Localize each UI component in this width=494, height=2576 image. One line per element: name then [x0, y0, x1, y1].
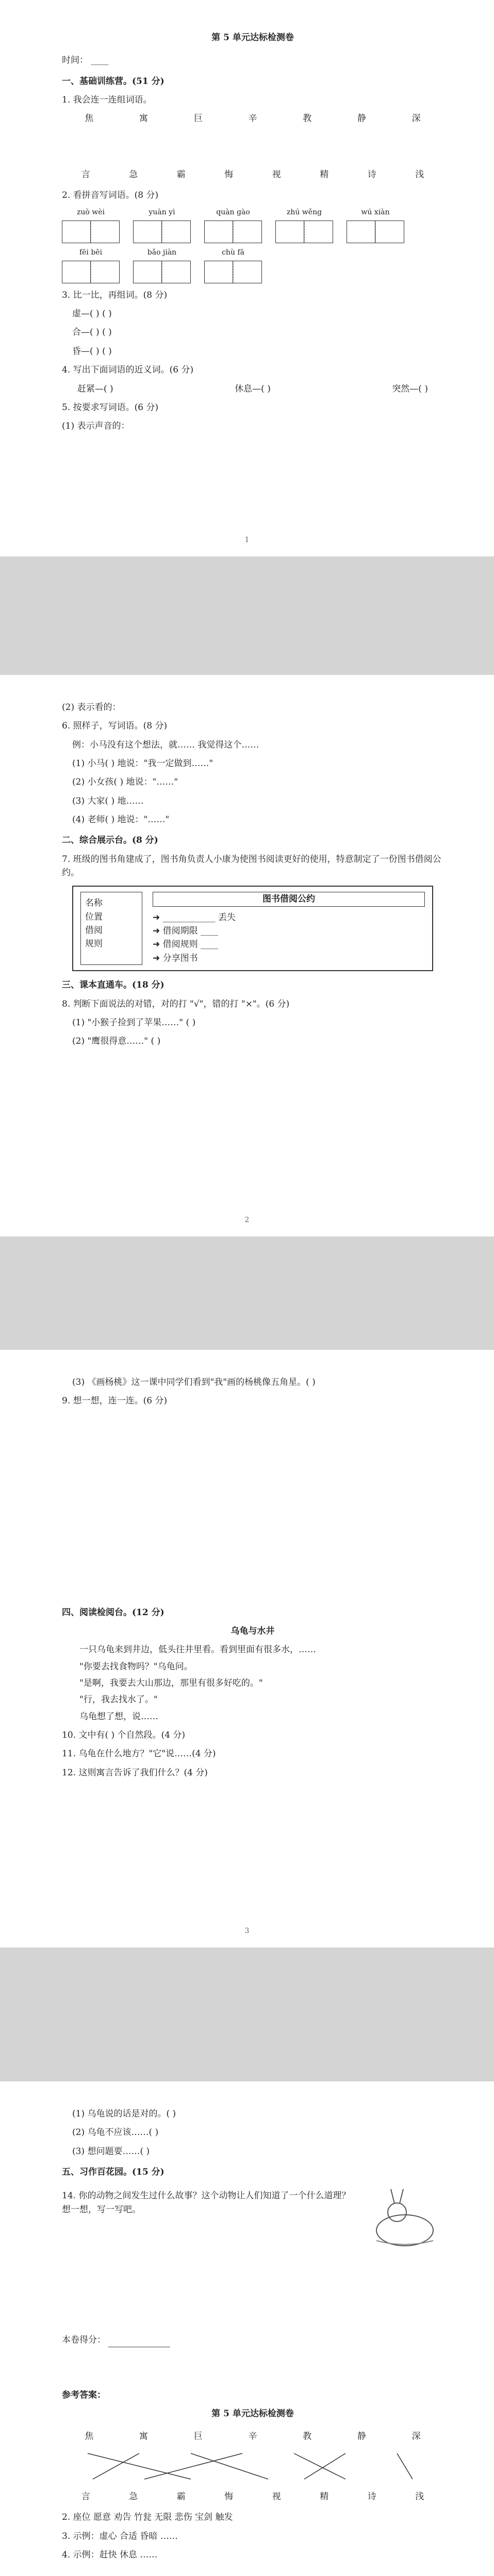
q4-row	[77, 382, 428, 396]
q3: 3. 比一比，再组词。(8 分)	[62, 290, 168, 300]
q12: 12. 这则寓言告诉了我们什么？(4 分)	[62, 1767, 208, 1778]
answer-link-lines	[62, 2451, 443, 2482]
ans-top-5: 静	[357, 2431, 366, 2442]
q1-top-1: 寓	[139, 113, 149, 124]
ans-top-0: 焦	[85, 2431, 94, 2442]
ans-bottom-7: 浅	[415, 2492, 424, 2502]
score-row	[62, 2333, 443, 2347]
q9-space[interactable]	[62, 1413, 443, 1599]
page-number: 3	[244, 1927, 250, 1935]
q6: 6. 照样子，写词语。(8 分)	[62, 721, 168, 732]
pinyin-cell[interactable]: bǎo jiàn	[133, 247, 191, 283]
ans-top-4: 教	[303, 2431, 312, 2442]
score-blank[interactable]	[108, 2338, 170, 2347]
story-para: "你要去找食物吗？"乌龟问。	[79, 1661, 193, 1672]
q11[interactable]: 11. 乌龟在什么地方？"它"说……(4 分)	[62, 1749, 216, 1759]
q1-link-area[interactable]	[62, 133, 443, 164]
q10[interactable]: 10. 文中有( ) 个自然段。(4 分)	[62, 1730, 185, 1741]
page-gap	[0, 556, 494, 675]
story-title: 乌龟与水井	[230, 1626, 275, 1637]
part4-heading: 四、阅读检阅台。(12 分)	[62, 1607, 164, 1618]
ans-bottom-5: 精	[320, 2492, 329, 2502]
q1-top-2: 巨	[193, 113, 203, 124]
q6-item[interactable]: (4) 老师( ) 地说："……"	[72, 815, 170, 825]
answer-2: 2. 座位 愿意 劝告 竹瓮 无限 悲伤 宝剑 触发	[62, 2512, 233, 2523]
q12-item[interactable]: (3) 想问题要……( )	[72, 2146, 150, 2157]
answers-heading: 参考答案：	[62, 2389, 106, 2400]
page-number: 2	[244, 1216, 250, 1224]
time-label: 时间：	[62, 55, 88, 66]
q4-item[interactable]: 突然—( )	[392, 383, 428, 394]
ans-top-1: 寓	[139, 2431, 149, 2442]
ans-top-2: 巨	[193, 2431, 203, 2442]
q8: 8. 判断下面说法的对错，对的打 "√"，错的打 "×"。(6 分)	[62, 998, 290, 1009]
library-notice-box	[72, 886, 433, 971]
q1-top-0: 焦	[85, 113, 94, 124]
q1-top-6: 深	[411, 113, 421, 124]
q1-bottom-5: 精	[320, 169, 329, 180]
pinyin-cell[interactable]: zuò wèi	[62, 207, 120, 243]
q1-top-5: 静	[357, 113, 366, 124]
notice-right: 图书借阅公约 ➜ ____________ 丢失 ➜ 借阅期限 ____ ➜ 借阅规则 ____ ➜ 分享图书	[142, 892, 425, 965]
ans-bottom-0: 言	[81, 2492, 90, 2502]
story-para: "行，我去找水了。"	[79, 1694, 158, 1705]
pinyin-cell[interactable]: chù fā	[204, 247, 262, 283]
page-4-content	[62, 2102, 443, 2567]
answers-title: 第 5 单元达标检测卷	[211, 2409, 294, 2419]
essay-space[interactable]	[62, 2251, 443, 2323]
pinyin-cell[interactable]: yuàn yì	[133, 207, 191, 243]
ans-bottom-4: 视	[272, 2492, 281, 2502]
answer-3: 3. 示例：虚心 合适 昏暗 ……	[62, 2531, 178, 2541]
q1: 1. 我会连一连组词语。	[62, 95, 152, 106]
time-row	[62, 54, 443, 67]
ans-bottom-3: 悔	[224, 2492, 234, 2502]
q4-item[interactable]: 赶紧—( )	[77, 383, 113, 394]
ans-bottom-row	[62, 2490, 443, 2503]
rabbit-illustration-icon	[366, 2184, 443, 2251]
time-blank[interactable]: ____	[91, 55, 109, 66]
q1-bottom-6: 诗	[367, 169, 376, 180]
q7: 7. 班级的图书角建成了，图书角负责人小康为使图书阅读更好的使用，特意制定了一份图书借阅公约。	[62, 854, 441, 878]
q1-top-4: 教	[303, 113, 312, 124]
ans-bottom-1: 急	[129, 2492, 138, 2502]
pinyin-cell[interactable]: fēi bēi	[62, 247, 120, 283]
page-3	[0, 1350, 494, 1947]
q6-item[interactable]: (3) 大家( ) 地……	[72, 795, 144, 806]
q4: 4. 写出下面词语的近义词。(6 分)	[62, 365, 194, 376]
ans-top-row	[62, 2430, 443, 2443]
part2-heading: 二、综合展示台。(8 分)	[62, 835, 158, 846]
exam-title: 第 5 单元达标检测卷	[211, 32, 294, 43]
score-label: 本卷得分：	[62, 2335, 106, 2346]
q5: 5. 按要求写词语。(6 分)	[62, 402, 159, 413]
q8-item[interactable]: (1) "小猴子捡到了苹果……" ( )	[72, 1017, 196, 1028]
pinyin-cell[interactable]: zhú wěng	[275, 207, 333, 243]
q9: 9. 想一想，连一连。(6 分)	[62, 1396, 168, 1406]
ans-top-6: 深	[411, 2431, 421, 2442]
q1-top-3: 辛	[248, 113, 257, 124]
q2: 2. 看拼音写词语。(8 分)	[62, 190, 159, 201]
q14: 14. 你的动物之间发生过什么故事？这个动物让人们知道了一个什么道理？想一想，写一写吧。	[62, 2191, 351, 2215]
story-para: 一只乌龟来到井边，低头往井里看。看到里面有很多水，……	[79, 1645, 316, 1655]
page-gap	[0, 1947, 494, 2081]
part5-heading: 五、习作百花园。(15 分)	[62, 2167, 164, 2178]
notice-left: 名称 位置 借阅 规则	[80, 892, 142, 965]
pinyin-cell[interactable]: wú xiàn	[347, 207, 404, 243]
q1-bottom-1: 急	[129, 169, 138, 180]
q1-bottom-4: 视	[272, 169, 281, 180]
story-para: "是啊，我要去大山那边，那里有很多好吃的。"	[79, 1678, 263, 1689]
q6-example: 例：小马没有这个想法，就…… 我觉得这个……	[72, 739, 259, 750]
q14-block	[62, 2184, 443, 2251]
q3-row[interactable]: 昏—( ) ( )	[72, 346, 112, 357]
story-para: 乌龟想了想，说……	[79, 1711, 158, 1722]
q5-b[interactable]: (2) 表示看的：	[62, 702, 121, 713]
pinyin-grid	[62, 207, 443, 283]
page-1	[0, 0, 494, 556]
q1-bottom-7: 浅	[415, 169, 424, 180]
ans-top-3: 辛	[248, 2431, 257, 2442]
q3-row[interactable]: 虚—( ) ( )	[72, 309, 112, 319]
q1-bottom-3: 悔	[224, 169, 234, 180]
q1-top-row	[62, 112, 443, 125]
page-2-content	[62, 696, 443, 1054]
page-4	[0, 2081, 494, 2576]
q3-row[interactable]: 合—( ) ( )	[72, 327, 112, 338]
q12-item[interactable]: (1) 乌龟说的话是对的。( )	[72, 2109, 176, 2119]
q5-a[interactable]: (1) 表示声音的：	[62, 421, 130, 432]
q1-bottom-row	[62, 168, 443, 181]
page-2	[0, 675, 494, 1236]
q8b-item[interactable]: (3) 《画杨桃》这一课中同学们看到"我"画的杨桃像五角星。( )	[72, 1377, 316, 1387]
q12-item[interactable]: (2) 乌龟不应该……( )	[72, 2127, 159, 2138]
page-gap	[0, 1236, 494, 1350]
answer-4: 4. 示例：赶快 休息 ……	[62, 2550, 158, 2561]
pinyin-cell[interactable]: quàn gào	[204, 207, 262, 243]
q8-item[interactable]: (2) "鹰很得意……" ( )	[72, 1036, 161, 1047]
q4-item[interactable]: 休息—( )	[235, 383, 271, 394]
ans-bottom-6: 诗	[367, 2492, 376, 2502]
part3-heading: 三、课本直通车。(18 分)	[62, 980, 164, 991]
q6-item[interactable]: (1) 小马( ) 地说："我一定做到……"	[72, 758, 213, 769]
page-1-content	[62, 31, 443, 438]
q1-bottom-0: 言	[81, 169, 90, 180]
page-3-content	[62, 1370, 443, 1785]
q1-bottom-2: 霸	[176, 169, 186, 180]
page-number: 1	[244, 536, 250, 544]
q6-item[interactable]: (2) 小女孩( ) 地说："……"	[72, 777, 178, 788]
ans-bottom-2: 霸	[176, 2492, 186, 2502]
part1-heading: 一、基础训练营。(51 分)	[62, 76, 164, 87]
